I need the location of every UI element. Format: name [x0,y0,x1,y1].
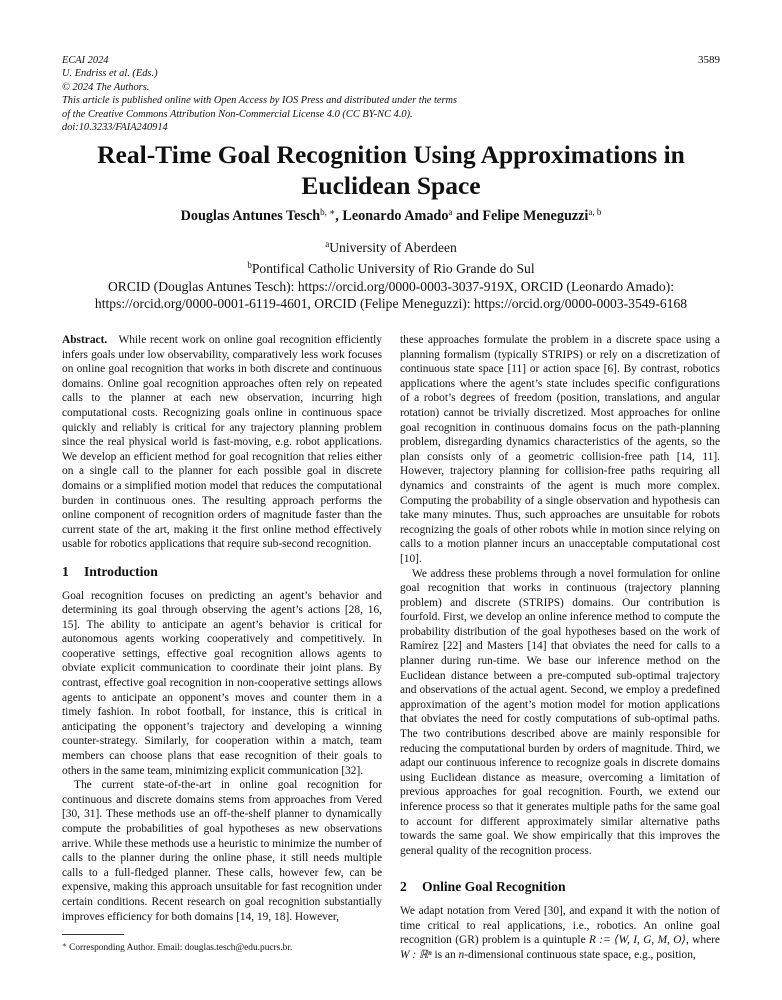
text-run: , where [685,934,720,947]
affiliations [40,236,742,313]
section-title: Online Goal Recognition [422,879,566,895]
affiliation-mark: b [247,259,252,270]
text-run: -dimensional continuous state space, e.g., position, [464,948,696,961]
header-line: © 2024 The Authors. [62,81,150,93]
footnote [62,939,382,954]
section-number: 1 [62,563,69,579]
publication-header [62,54,662,134]
affiliation-mark: a [325,239,330,249]
title-line: Real-Time Goal Recognition Using Approximations in [97,140,685,169]
section-title: Introduction [84,563,158,579]
orcid-line: https://orcid.org/0000-0001-6119-4601, ORCID (Felipe Meneguzzi): https://orcid.org/0000-0003-3549-6168 [94,296,688,312]
paragraph [400,904,720,962]
header-line: ECAI 2024 [62,55,109,66]
section-heading-online-goal-recognition [400,880,720,895]
title-line: Euclidean Space [301,171,481,200]
footnote-mark: ∗ [62,941,67,949]
affiliation-text: Pontifical Catholic University of Rio Grande do Sul [251,260,535,276]
paragraph: these approaches formulate the problem in a discrete space using a planning formalism (typically STRIPS) or rely on a discretization of continuous state space [11] or action space [6]. By contrast, robotics applications where the agent’s state includes specific configurations of a robot’s degrees of freedom (position, translations, and angular rotation) cannot be trivially discretized. Most approaches for online goal recognition in continuous domains focus on the path-planning problem, disregarding dynamics characteristics of the agents, so the plan consists only of a geometric collision-free path [14, 11]. However, trajectory planning for collision-free paths requiring all dynamics and constraints of the agent is much more complex. Computing the probability of a single observation and hypothesis can take many minutes. Thus, such approaches are unsuitable for robots recognizing the goals of other robots while in motion since relying on calls to a motion planner incurs an unacceptable computational cost [10]. [400,334,720,565]
affiliation [40,257,742,278]
author-list [40,207,742,225]
author-name: Leonardo Amado [342,208,449,224]
abstract-label: Abstract. [62,334,108,346]
abstract [62,333,382,552]
header-line: This article is published online with Open Access by IOS Press and distributed under the terms [62,95,458,107]
header-line: doi:10.3233/FAIA240914 [62,122,168,134]
right-column [400,333,720,962]
author-affil-mark: a, b [588,207,602,217]
paragraph: We address these problems through a novel formulation for online goal recognition that works in continuous (trajectory planning problem) and discrete (STRIPS) domains. Our contribution is fourfold. First, we develop an online inference method to compute the probability distribution of the goal hypotheses based on the work of Ramírez [22] and Masters [14] that obviates the need for calls to a planner during run-time. We base our inference method on the Euclidean distance between a pre-computed sub-optimal trajectory and observations of the actual agent. Second, we employ a predefined approximation of the agent’s motion model for motion applications that obviates the need for costly computations of sub-optimal paths. The two contributions described above are mainly responsible for reducing the computational burden by orders of magnitude. Third, we adapt our continuous inference to recognize goals in discrete domains using Euclidean distance as measure, overcoming a limitation of previous approaches for goal recognition. Fourth, we extend our inference process so that it generates multiple paths for the same goal to account for different approximately similar alternative paths towards the same goal. We show empirically that this improves the general quality of the recognition process. [400,567,720,857]
paper-title [40,139,742,201]
affiliation [40,236,742,257]
math-expression: n [458,948,465,961]
section-number: 2 [400,879,407,895]
math-expression: R := ⟨W, I, G, M, O⟩ [589,934,686,947]
orcid-line: ORCID (Douglas Antunes Tesch): https://orcid.org/0000-0003-3037-919X, ORCID (Leonardo Amado): [107,278,675,294]
author-separator: and [452,208,483,224]
affiliation-text: University of Aberdeen [329,240,457,255]
text-run: We adapt notation from Vered [30], and expand it with the notion of time critical to real applications, i.e., robotics. An online goal recognition (GR) problem is a quintuple [400,904,720,947]
author-name: Douglas Antunes Tesch [180,208,321,224]
footnote-divider [62,934,124,935]
text-run: is an [431,948,459,961]
footnote-text: Corresponding Author. Email: douglas.tesch@edu.pucrs.br. [69,943,293,953]
author-separator: , [335,208,343,224]
author-name: Felipe Meneguzzi [482,208,589,224]
page-number: 3589 [698,54,720,66]
header-line: U. Endriss et al. (Eds.) [62,68,158,80]
left-column [62,333,382,924]
author-affil-mark: a [448,207,453,217]
section-heading-introduction [62,565,382,580]
paragraph: The current state-of-the-art in online goal recognition for continuous and discrete domains stems from approaches from Vered [30, 31]. These methods use an off-the-shelf planner to dynamically compute the probabilities of goal hypotheses as new observations arrive. While these methods use a heuristic to minimize the number of calls to the planner during the online phase, it still needs multiple calls to a full-fledged planner. These calls, however few, can be expensive, making this approach unsuitable for fast recognition under certain conditions. Recent research on goal recognition substantially improves efficiency for both domains [14, 19, 18]. However, [62,779,382,923]
paragraph: Goal recognition focuses on predicting an agent’s behavior and determining its goal through observing the agent’s actions [28, 16, 15]. The ability to anticipate an agent’s behavior is critical for autonomous agents working cooperatively and competitively. In cooperative settings, effective goal recognition allows agents to obviate explicit communication to coordinate their joint plans. By contrast, effective goal recognition in non-cooperative settings allows agents to anticipate an opponent’s moves and counter them in a timely fashion. In robot football, for instance, this is critical in anticipating the opponent’s trajectory and developing a winning counter-strategy. Similarly, for cooperation within a match, team members can choose plans that ease recognition of their goals to others in the same team, minimizing explicit communication [32]. [62,589,382,777]
math-expression: W : ℝⁿ [400,948,432,961]
header-line: of the Creative Commons Attribution Non-Commercial License 4.0 (CC BY-NC 4.0). [62,108,413,120]
abstract-text: While recent work on online goal recognition efficiently infers goals under low observability, comparatively less work focuses on online goal recognition that works in both discrete and continuous domains. Online goal recognition approaches often rely on repeated calls to the planner at each new observation, incurring high computational costs. Recognizing goals online in continuous space quickly and reliably is critical for any trajectory planning problem since the real physical world is fast-moving, e.g. robot applications. We develop an efficient method for goal recognition that relies either on a single call to the planner for each possible goal in discrete domains or a simplified motion model that reduces the computational burden in continuous ones. The resulting approach performs the online component of recognition orders of magnitude faster than the current state of the art, making it the first online method effectively usable for robotics applications that require sub-second recognition. [62,334,382,551]
author-affil-mark: b, ∗ [320,207,336,217]
